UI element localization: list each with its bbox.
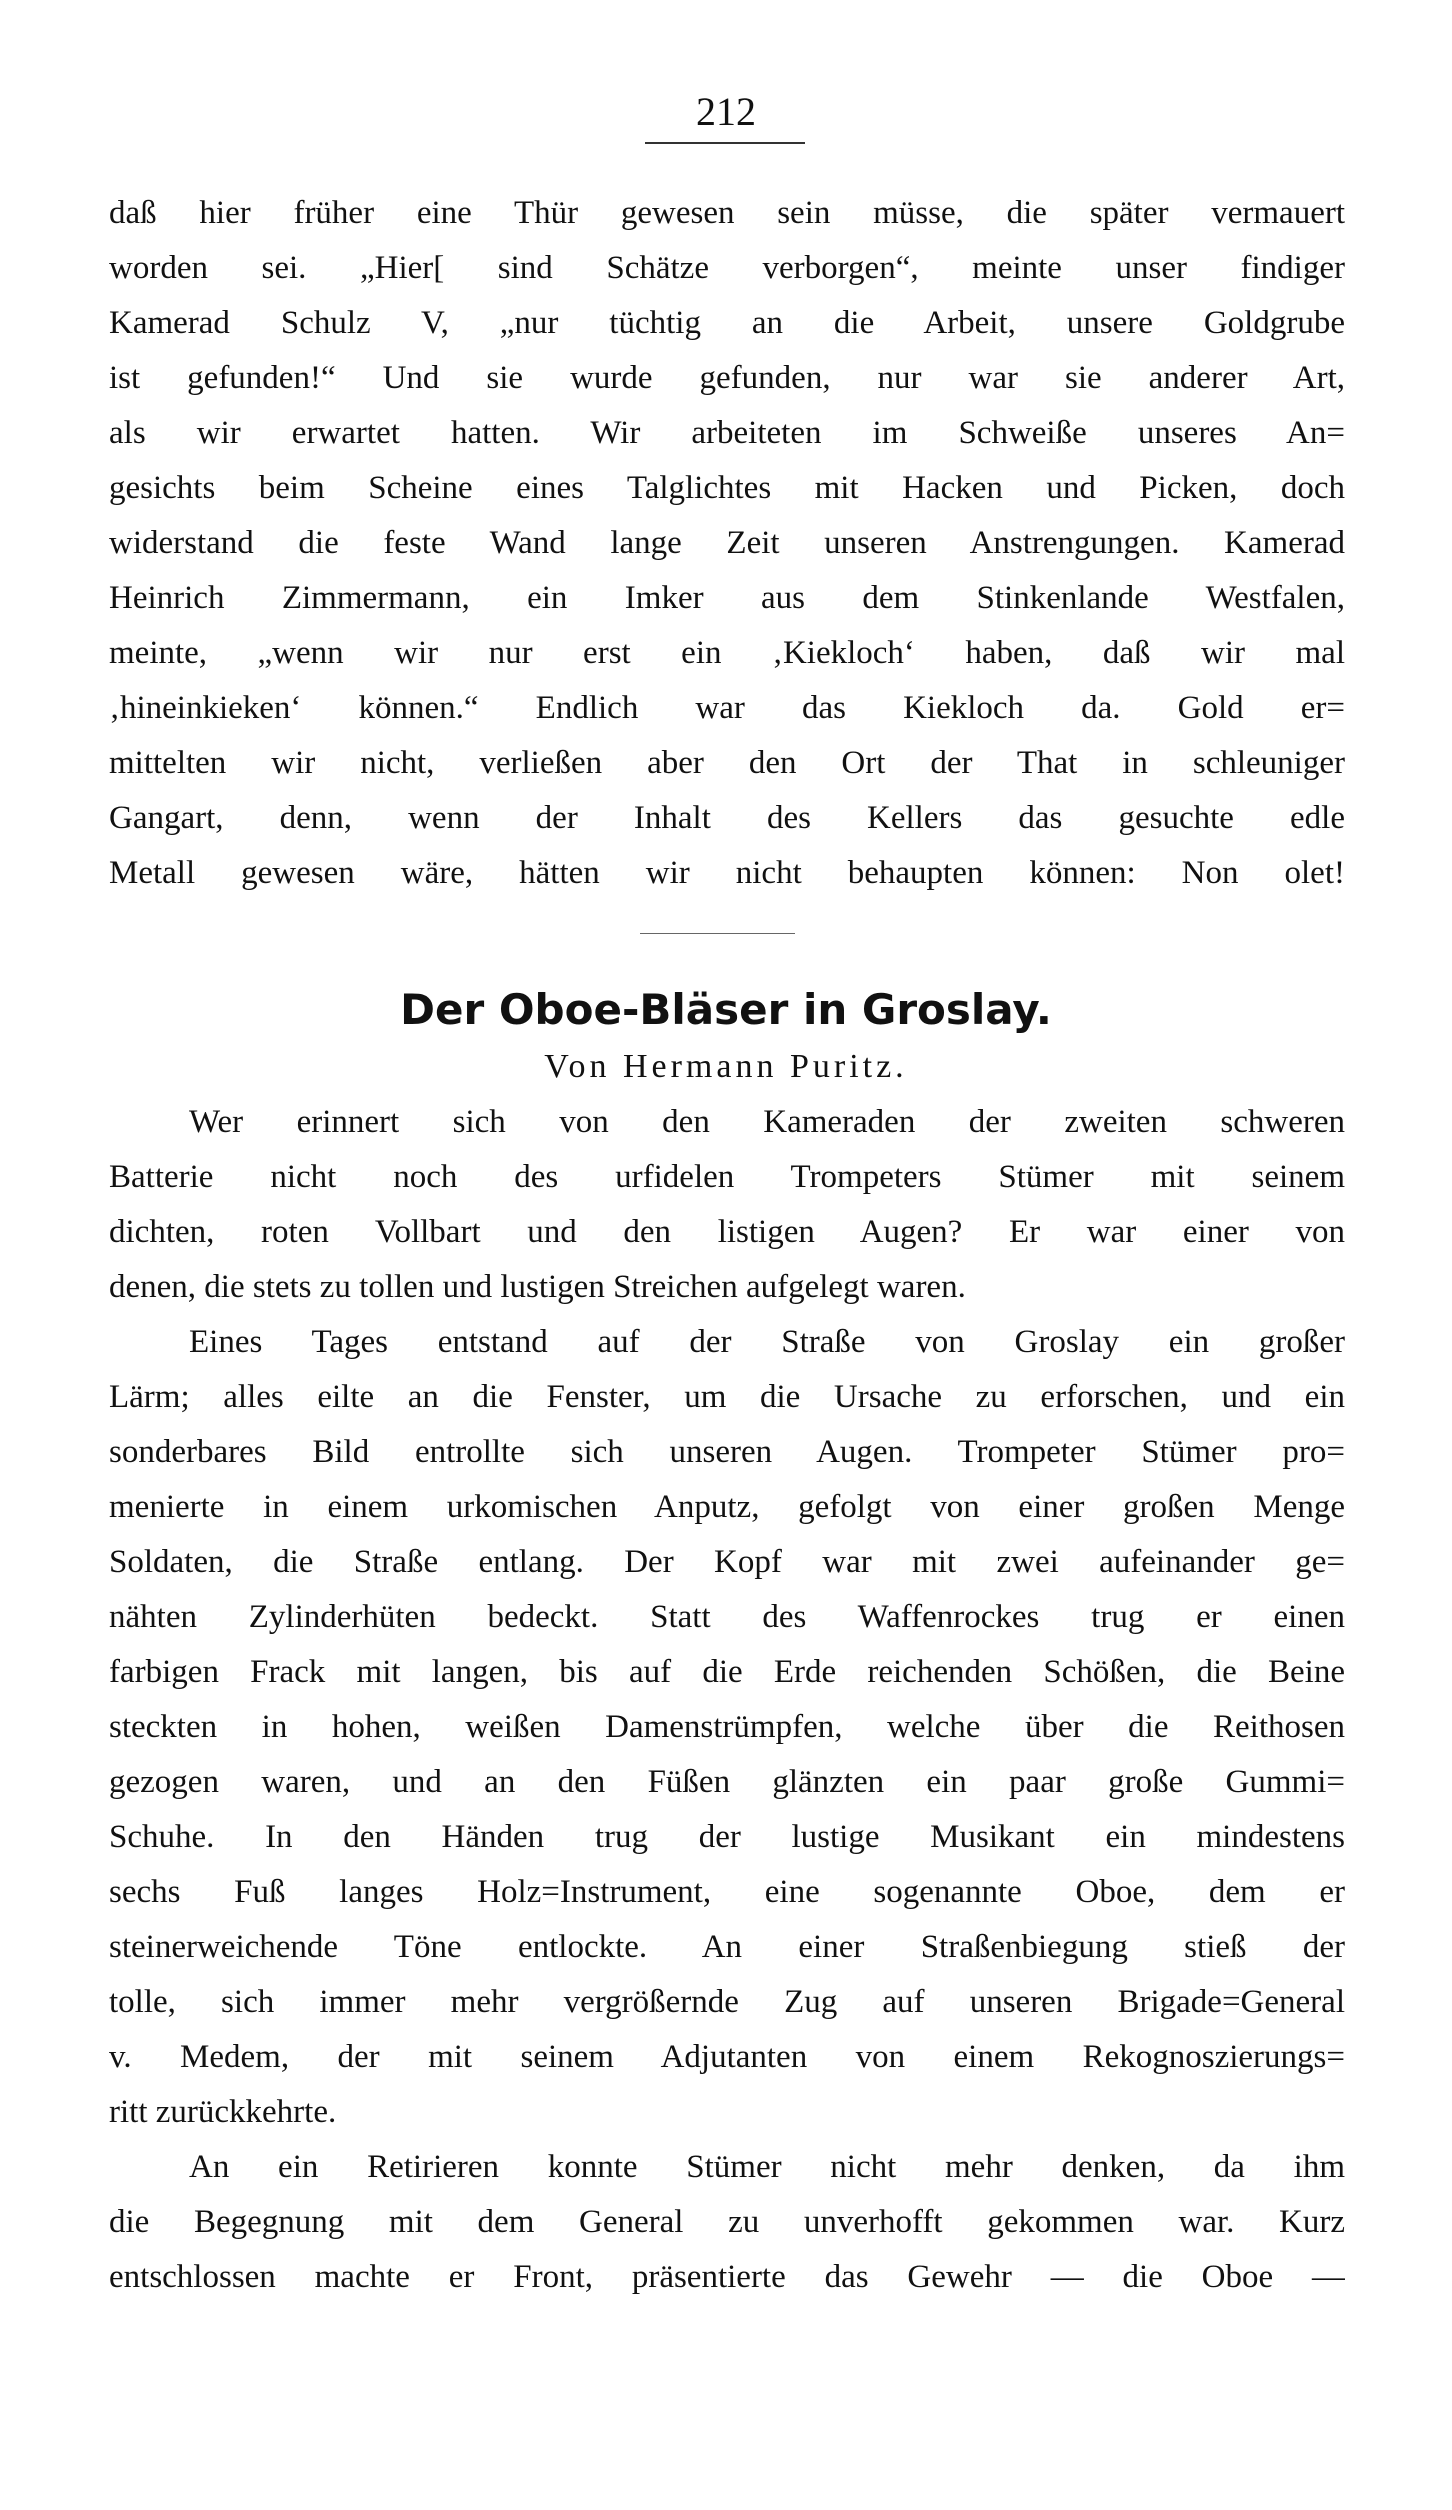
text-line: Eines Tages entstand auf der Straße von Groslay ein großer <box>189 1324 1345 1360</box>
text-line: Heinrich Zimmermann, ein Imker aus dem Stinkenlande Westfalen, <box>109 580 1345 616</box>
text-line: ritt zurückkehrte. <box>109 2094 337 2130</box>
text-line: farbigen Frack mit langen, bis auf die Erde reichenden Schößen, die Beine <box>109 1654 1345 1690</box>
text-line: Wer erinnert sich von den Kameraden der zweiten schweren <box>189 1104 1345 1140</box>
text-line: An ein Retirieren konnte Stümer nicht mehr denken, da ihm <box>189 2149 1345 2185</box>
section-divider <box>640 933 795 934</box>
header-rule <box>645 142 805 144</box>
text-line: tolle, sich immer mehr vergrößernde Zug auf unseren Brigade=General <box>109 1984 1345 2020</box>
text-line: v. Medem, der mit seinem Adjutanten von einem Rekognoszierungs= <box>109 2039 1345 2075</box>
text-line: die Begegnung mit dem General zu unverhofft gekommen war. Kurz <box>109 2204 1345 2240</box>
page-number: 212 <box>696 89 756 134</box>
text-line: worden sei. „Hier[ sind Schätze verborgen“, meinte unser findiger <box>109 250 1345 286</box>
text-line: Soldaten, die Straße entlang. Der Kopf war mit zwei aufeinander ge= <box>109 1544 1345 1580</box>
byline: Von Hermann Puritz. <box>544 1048 908 1085</box>
text-line: Schuhe. In den Händen trug der lustige Musikant ein mindestens <box>109 1819 1345 1855</box>
text-line: Gangart, denn, wenn der Inhalt des Kellers das gesuchte edle <box>109 800 1345 836</box>
text-line: Metall gewesen wäre, hätten wir nicht behaupten können: Non olet! <box>109 855 1345 891</box>
text-line: als wir erwartet hatten. Wir arbeiteten im Schweiße unseres An= <box>109 415 1345 451</box>
text-line: menierte in einem urkomischen Anputz, gefolgt von einer großen Menge <box>109 1489 1345 1525</box>
text-line: Batterie nicht noch des urfidelen Trompeters Stümer mit seinem <box>109 1159 1345 1195</box>
text-line: sechs Fuß langes Holz=Instrument, eine sogenannte Oboe, dem er <box>109 1874 1345 1910</box>
text-line: Kamerad Schulz V, „nur tüchtig an die Arbeit, unsere Goldgrube <box>109 305 1345 341</box>
section1-text <box>109 186 1345 901</box>
text-line: gezogen waren, und an den Füßen glänzten ein paar große Gummi= <box>109 1764 1345 1800</box>
text-line: denen, die stets zu tollen und lustigen Streichen aufgelegt waren. <box>109 1269 966 1305</box>
section2-text <box>109 1095 1345 2305</box>
text-line: daß hier früher eine Thür gewesen sein müsse, die später vermauert <box>109 195 1345 231</box>
text-line: steckten in hohen, weißen Damenstrümpfen, welche über die Reithosen <box>109 1709 1345 1745</box>
text-line: Lärm; alles eilte an die Fenster, um die Ursache zu erforschen, und ein <box>109 1379 1345 1415</box>
text-line: sonderbares Bild entrollte sich unseren Augen. Trompeter Stümer pro= <box>109 1434 1345 1470</box>
text-line: ‚hineinkieken‘ können.“ Endlich war das Kiekloch da. Gold er= <box>109 690 1345 726</box>
article-heading: Der Oboe-Bläser in Groslay. <box>400 985 1052 1034</box>
text-line: steinerweichende Töne entlockte. An einer Straßenbiegung stieß der <box>109 1929 1345 1965</box>
text-line: dichten, roten Vollbart und den listigen Augen? Er war einer von <box>109 1214 1345 1250</box>
text-line: entschlossen machte er Front, präsentierte das Gewehr — die Oboe — <box>109 2259 1345 2295</box>
text-line: meinte, „wenn wir nur erst ein ‚Kiekloch‘ haben, daß wir mal <box>109 635 1345 671</box>
text-line: nähten Zylinderhüten bedeckt. Statt des Waffenrockes trug er einen <box>109 1599 1345 1635</box>
text-line: gesichts beim Scheine eines Talglichtes mit Hacken und Picken, doch <box>109 470 1345 506</box>
text-line: ist gefunden!“ Und sie wurde gefunden, nur war sie anderer Art, <box>109 360 1345 396</box>
text-line: mittelten wir nicht, verließen aber den Ort der That in schleuniger <box>109 745 1345 781</box>
text-line: widerstand die feste Wand lange Zeit unseren Anstrengungen. Kamerad <box>109 525 1345 561</box>
